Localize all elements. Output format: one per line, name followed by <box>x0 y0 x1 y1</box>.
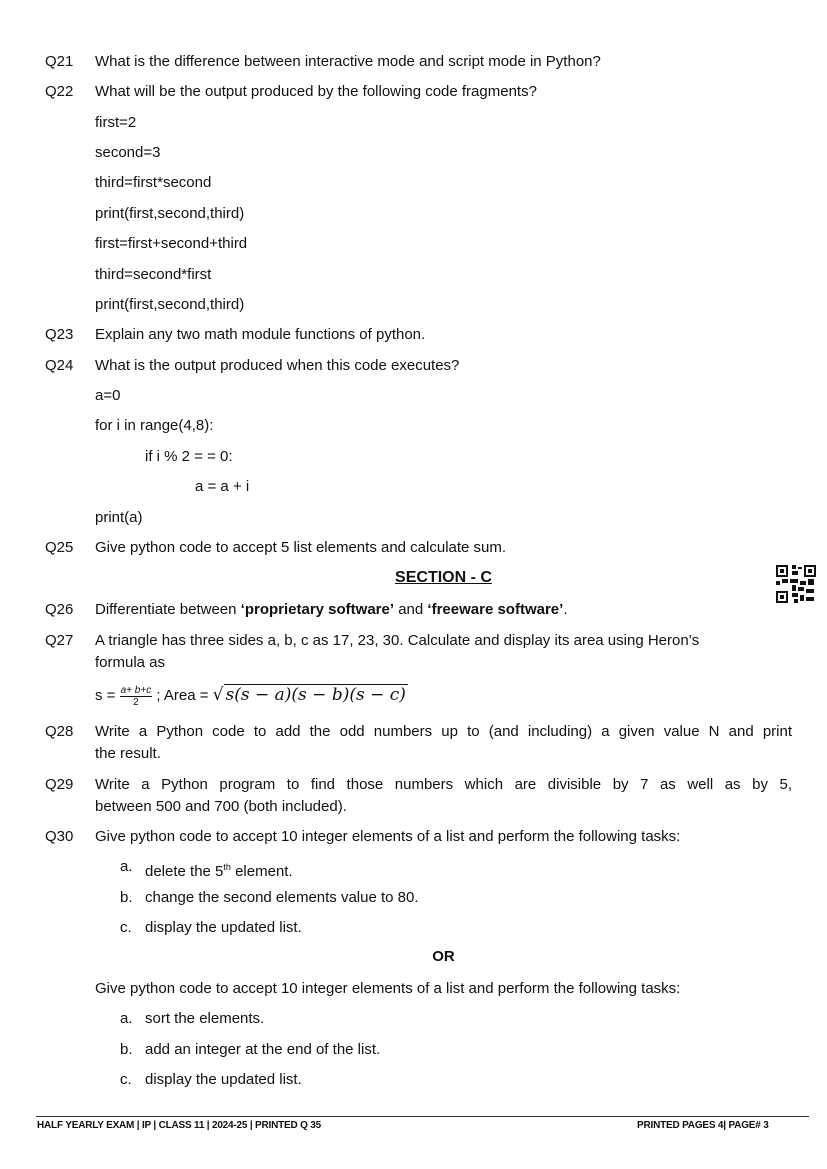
question-number: Q22 <box>45 83 74 100</box>
footer-left: HALF YEARLY EXAM | IP | CLASS 11 | 2024-25 | PRINTED Q 35 <box>37 1120 321 1131</box>
question-number: Q30 <box>45 828 74 845</box>
section-heading: SECTION - C <box>395 569 492 586</box>
footer-divider <box>36 1116 809 1117</box>
question-number: Q26 <box>45 601 74 618</box>
question-number: Q25 <box>45 539 74 556</box>
qr-code-icon <box>776 565 816 603</box>
square-root: √ s(s − a)(s − b)(s − c) <box>212 685 406 705</box>
term-freeware: ‘freeware software’ <box>427 601 564 618</box>
question-number: Q28 <box>45 723 74 740</box>
or-separator: OR <box>432 948 455 965</box>
question-text: Give python code to accept 5 list elements and calculate sum. <box>95 539 507 556</box>
fraction: $\frac{a+ b+c}{2}$ <box>120 684 152 708</box>
question-text: Write a Python code to add the odd numbers up to (and including) a given value N and print <box>95 723 792 740</box>
question-text: What is the output produced when this code executes? <box>95 357 460 374</box>
question-number: Q23 <box>45 326 74 343</box>
question-text: What will be the output produced by the following code fragments? <box>95 83 537 100</box>
question-number: Q24 <box>45 357 74 374</box>
question-text: Give python code to accept 10 integer elements of a list and perform the following tasks: <box>95 828 681 845</box>
question-text: What is the difference between interactive mode and script mode in Python? <box>95 53 601 70</box>
question-text: Explain any two math module functions of python. <box>95 326 426 343</box>
question-text: Write a Python program to find those numbers which are divisible by 7 as well as by 5, <box>95 776 792 793</box>
footer-right: PRINTED PAGES 4| PAGE# 3 <box>637 1120 769 1131</box>
question-text: Differentiate between ‘proprietary software’ and ‘freeware software’. <box>95 601 568 618</box>
term-proprietary: ‘proprietary software’ <box>240 601 395 618</box>
question-number: Q29 <box>45 776 74 793</box>
question-number: Q21 <box>45 53 74 70</box>
question-number: Q27 <box>45 632 74 649</box>
question-text: Give python code to accept 10 integer elements of a list and perform the following tasks: <box>95 980 681 997</box>
question-text: A triangle has three sides a, b, c as 17, 23, 30. Calculate and display its area using Heron’s <box>95 632 700 649</box>
